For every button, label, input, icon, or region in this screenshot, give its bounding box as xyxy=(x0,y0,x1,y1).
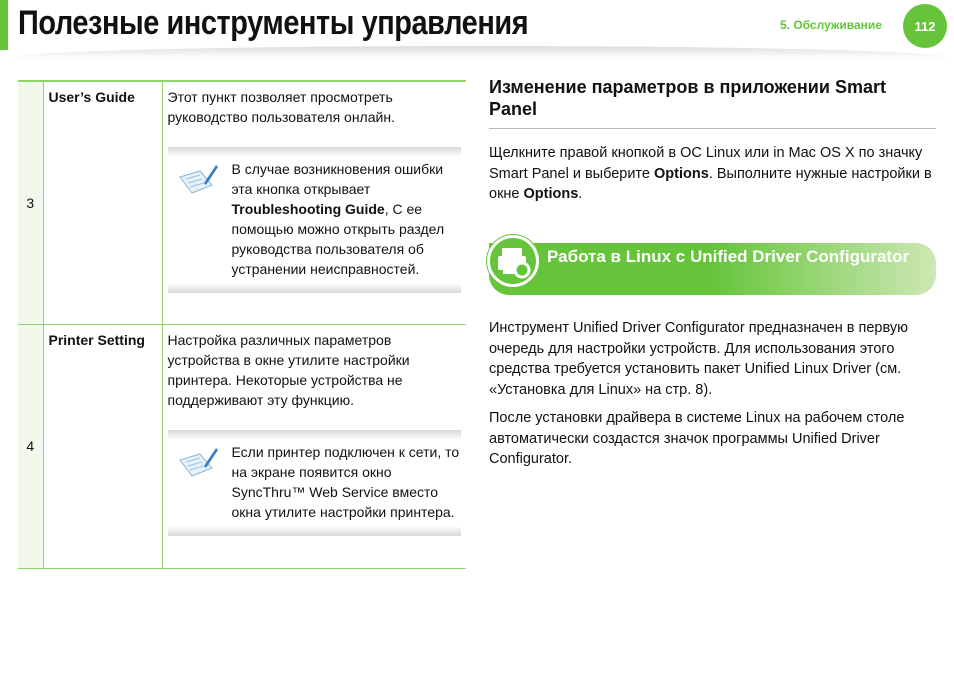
paragraph: После установки драйвера в системе Linux на рабочем столе автоматически создастся значок программы Unified Driver Configurator. xyxy=(489,410,905,467)
row-name: Printer Setting xyxy=(43,324,162,568)
table-row xyxy=(18,324,466,568)
header-accent-bar xyxy=(0,0,8,50)
note-text: Если принтер подключен к сети, то на экране появится окно SyncThru™ Web Service вместо окна утилите настройки принтера. xyxy=(231,443,460,520)
table-row xyxy=(18,81,466,324)
note-box xyxy=(168,147,462,293)
banner-title: Работа в Linux с Unified Driver Configurator xyxy=(547,247,910,266)
paragraph: Щелкните правой кнопкой в ОС Linux или in Mac OS X по значку Smart Panel и выберите Options. Выполните нужные настройки в окне Options. xyxy=(489,145,932,202)
note-bold: Troubleshooting Guide xyxy=(231,201,385,217)
tools-table xyxy=(18,80,466,569)
row-desc xyxy=(162,324,466,568)
note-pencil-icon xyxy=(178,446,218,480)
row-number: 3 xyxy=(18,81,43,324)
page-number-badge: 112 xyxy=(903,4,947,48)
row-name: User’s Guide xyxy=(43,81,162,324)
section-smart-panel xyxy=(489,76,936,205)
note-text: В случае возникновения ошибки эта кнопка открывает xyxy=(231,161,444,197)
page-title: Полезные инструменты управления xyxy=(18,4,529,42)
section-banner xyxy=(489,243,936,295)
row-number: 4 xyxy=(18,324,43,568)
desc-text: Этот пункт позволяет просмотреть руководство пользователя онлайн. xyxy=(167,89,395,125)
note-pencil-icon xyxy=(178,163,218,197)
note-text-end: , С ее помощью можно открыть раздел руководства пользователя об устранении неисправностей. xyxy=(231,201,445,277)
note-box xyxy=(168,430,462,536)
desc-text: Настройка различных параметров устройства в окне утилите настройки принтера. Некоторые устройства не поддерживают эту функцию. xyxy=(167,331,410,408)
section-linux xyxy=(489,318,936,470)
header-shadow xyxy=(10,46,954,58)
printer-gear-icon xyxy=(487,235,539,287)
section-heading: Изменение параметров в приложении Smart Panel xyxy=(489,76,936,129)
chapter-label: 5. Обслуживание xyxy=(780,18,882,32)
paragraph: Инструмент Unified Driver Configurator предназначен в первую очередь для настройки устройств. Для использования этого средства требуется установить пакет Unified Linux Driver (см. «Установка для Linux» на стр. 8). xyxy=(489,320,909,398)
row-desc xyxy=(162,81,466,324)
